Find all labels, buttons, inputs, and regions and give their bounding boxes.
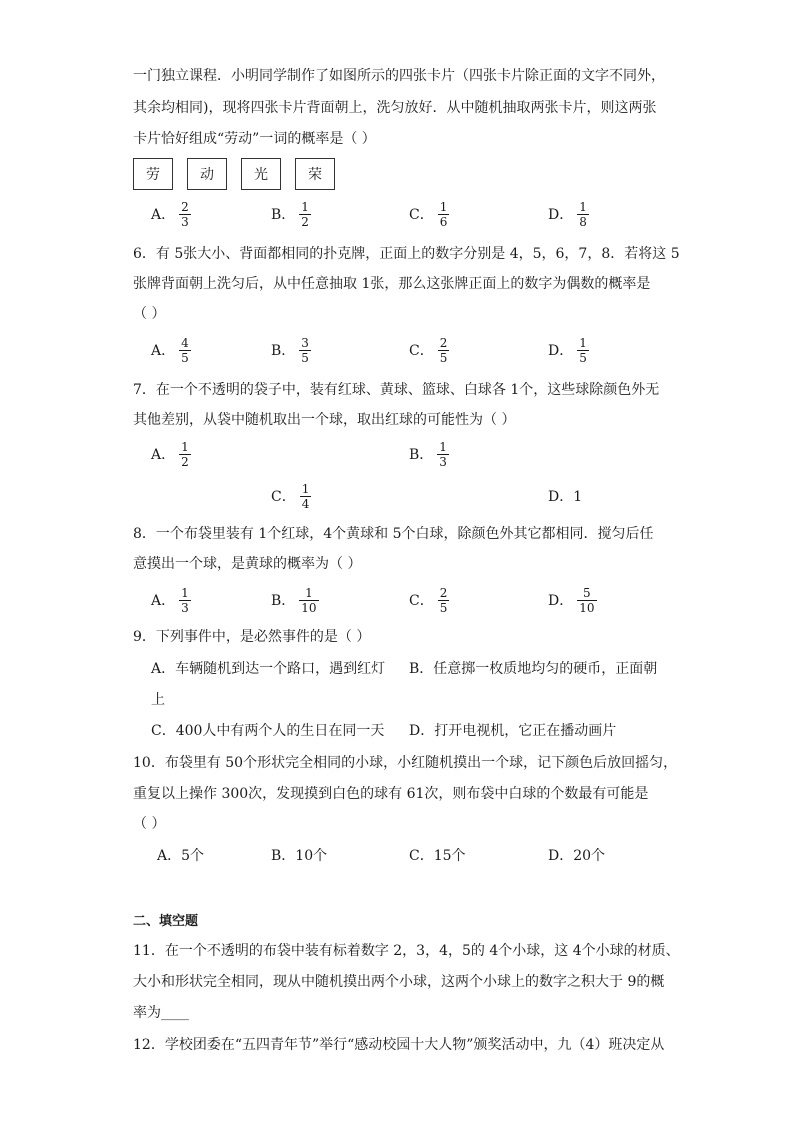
fraction: $\frac{1}{3}$ [439, 440, 447, 469]
option-label: B． [271, 592, 296, 609]
q9-option-c[interactable]: C．400人中有两个人的生日在同一天 [151, 723, 385, 739]
q8-text-line-1: 8．一个布袋里装有 1个红球，4个黄球和 5个白球，除颜色外其它都相同．搅匀后任 [133, 526, 654, 542]
q6-text-line-3: （ ） [133, 306, 166, 322]
q11-text-line-1: 11．在一个不透明的布袋中装有标着数字 2，3，4，5的 4个小球，这 4个小球的材质、 [133, 943, 680, 959]
card-rong: 荣 [295, 158, 335, 190]
q12-text-line-1: 12．学校团委在“五四青年节”举行“感动校园十大人物”颁奖活动中，九（4）班决定从 [133, 1037, 665, 1053]
q6-text-line-2: 张牌背面朝上洗匀后，从中任意抽取 1张，那么这张牌正面上的数字为偶数的概率是 [133, 276, 651, 292]
q5-text-line-1: 一门独立课程．小明同学制作了如图所示的四张卡片（四张卡片除正面的文字不同外， [133, 68, 665, 84]
q6-option-a[interactable] [151, 336, 191, 365]
q6-option-c[interactable] [409, 336, 449, 365]
q5-text-line-2: 其余均相同)，现将四张卡片背面朝上，洗匀放好．从中随机抽取两张卡片，则这两张 [133, 100, 657, 116]
q7-option-b[interactable] [409, 440, 449, 469]
q11-text-line-3: 率为____ [133, 1005, 189, 1021]
q7-option-c[interactable] [271, 482, 311, 511]
option-label: C． [409, 206, 434, 223]
q7-option-a[interactable] [151, 440, 191, 469]
q10-text-line-1: 10．布袋里有 50个形状完全相同的小球，小红随机摸出一个球，记下颜色后放回摇匀， [133, 755, 678, 771]
fraction: $\frac{2}{3}$ [181, 200, 189, 229]
option-label: D． [548, 206, 574, 223]
option-label: C． [271, 488, 296, 505]
q10-text-line-2: 重复以上操作 300次，发现摸到白色的球有 61次，则布袋中白球的个数最有可能是 [133, 786, 649, 802]
option-label: A． [151, 206, 176, 223]
q7-text-line-1: 7．在一个不透明的袋子中，装有红球、黄球、篮球、白球各 1个，这些球除颜色外无 [133, 382, 660, 398]
card-lao: 劳 [133, 158, 173, 190]
q9-option-d[interactable]: D．打开电视机，它正在播动画片 [409, 723, 617, 739]
option-label: D． [548, 489, 574, 505]
q10-option-d[interactable]: D．20个 [548, 848, 606, 864]
q8-option-b[interactable] [271, 586, 319, 615]
q10-text-line-3: （ ） [133, 816, 166, 832]
fraction: $\frac{1}{6}$ [439, 200, 448, 229]
option-label: A． [151, 342, 176, 359]
q5-option-d[interactable] [548, 200, 589, 229]
q6-option-b[interactable] [271, 336, 311, 365]
option-label: B． [271, 206, 296, 223]
q5-option-c[interactable] [409, 200, 449, 229]
q7-text-line-2: 其他差别，从袋中随机取出一个球，取出红球的可能性为（ ） [133, 412, 516, 428]
card-dong: 动 [187, 158, 227, 190]
section-heading-fill-in: 二、填空题 [133, 914, 199, 929]
fraction: $\frac{2}{5}$ [439, 336, 448, 365]
fraction: $\frac{5}{10}$ [579, 586, 595, 615]
fraction: $\frac{1}{8}$ [579, 200, 587, 229]
q7-option-d[interactable] [548, 487, 582, 507]
fraction: $\frac{1}{2}$ [181, 440, 189, 469]
q10-option-c[interactable]: C．15个 [409, 848, 466, 864]
fraction: $\frac{1}{2}$ [301, 200, 309, 229]
fraction: $\frac{3}{5}$ [301, 336, 309, 365]
card-guang: 光 [241, 158, 281, 190]
option-label: C． [409, 592, 434, 609]
q8-option-c[interactable] [409, 586, 449, 615]
option-label: D． [548, 342, 574, 359]
fraction: $\frac{4}{5}$ [181, 336, 189, 365]
q5-option-b[interactable] [271, 200, 311, 229]
option-label: C． [409, 342, 434, 359]
option-label: B． [271, 342, 296, 359]
q8-option-d[interactable] [548, 586, 597, 615]
q9-option-a[interactable]: A．车辆随机到达一个路口，遇到红灯 [151, 661, 386, 677]
option-value: 1 [573, 489, 583, 505]
q9-option-b[interactable]: B．任意掷一枚质地均匀的硬币，正面朝 [409, 661, 658, 677]
q8-text-line-2: 意摸出一个球，是黄球的概率为（ ） [133, 556, 362, 572]
q6-option-d[interactable] [548, 336, 589, 365]
option-label: A． [151, 592, 176, 609]
q11-text-line-2: 大小和形状完全相同，现从中随机摸出两个小球，这两个小球上的数字之积大于 9的概 [133, 974, 665, 990]
option-label: D． [548, 592, 574, 609]
fraction: $\frac{2}{5}$ [439, 586, 448, 615]
fraction: $\frac{1}{5}$ [579, 336, 587, 365]
q10-option-b[interactable]: B．10个 [271, 848, 328, 864]
fraction: $\frac{1}{3}$ [181, 586, 189, 615]
option-label: B． [409, 446, 434, 463]
fraction: $\frac{1}{4}$ [301, 482, 310, 511]
q5-text-line-3: 卡片恰好组成“劳动”一词的概率是（ ） [133, 131, 376, 147]
option-label: A． [151, 446, 176, 463]
q10-option-a[interactable]: A．5个 [157, 848, 205, 864]
q6-text-line-1: 6．有 5张大小、背面都相同的扑克牌，正面上的数字分别是 4，5，6，7，8．若将这 5 [133, 246, 680, 262]
fraction: $\frac{1}{10}$ [301, 586, 317, 615]
q9-text-line-1: 9．下列事件中，是必然事件的是（ ） [133, 629, 371, 645]
q9-option-b-continued: 上 [151, 692, 165, 708]
q8-option-a[interactable] [151, 586, 191, 615]
q5-option-a[interactable] [151, 200, 191, 229]
